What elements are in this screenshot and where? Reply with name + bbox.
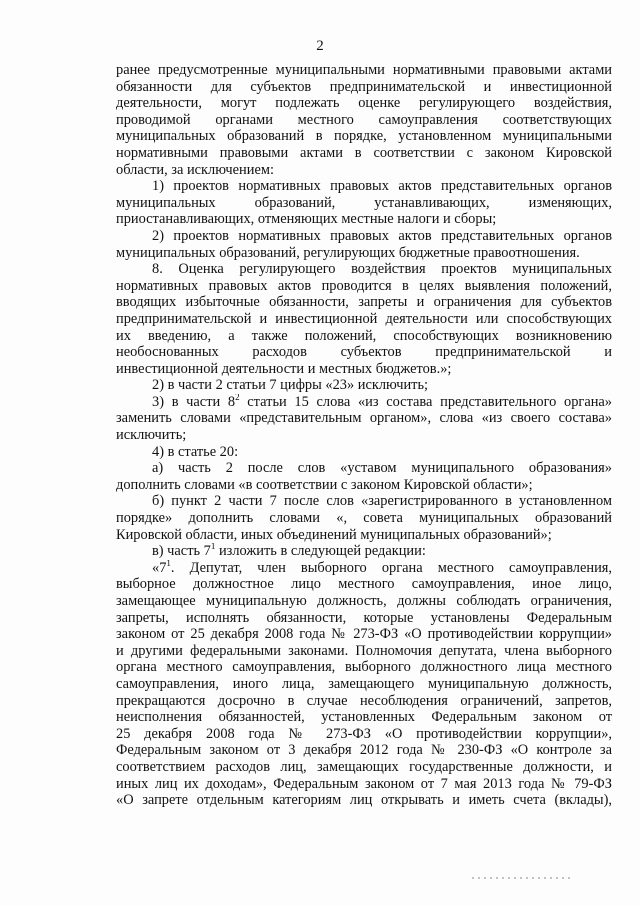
text-line: их введению, а также положений, способствующих возникновению (116, 327, 612, 344)
text-line: порядке» дополнить словами «, совета муниципальных образований (116, 510, 612, 527)
superscript: 1 (166, 559, 171, 568)
text-line: нормативными правовыми актами в соответствии с законом Кировской (116, 144, 612, 161)
text-line: исключить; (116, 427, 187, 444)
text-line: и другими федеральными законами. Полномочия депутата, члена выборного (116, 642, 612, 659)
document-body (116, 62, 612, 809)
text-line: нормативных правовых актов проводится в целях выявления положений, (116, 277, 612, 294)
text-line: деятельности, могут подлежать оценке регулирующего воздействия, (116, 95, 612, 112)
text-line: заменить словами «представительным органом», слова «из своего состава» (116, 410, 612, 427)
text-line: запреты, исполнять обязанности, которые установлены Федеральным (116, 609, 612, 626)
text-line: законом от 25 декабря 2008 года № 273-ФЗ «О противодействии коррупции» (116, 626, 612, 643)
superscript: 2 (235, 393, 240, 402)
text-line: выборное должностное лицо местного самоуправления, иное лицо, (116, 576, 612, 593)
text-fragment: изложить в следующей редакции: (215, 543, 426, 560)
text-line: замещающее муниципальную должность, должны соблюдать ограничения, (116, 593, 612, 609)
text-line: Кировской области, иных объединений муниципальных образований»; (116, 526, 552, 543)
text-fragment: «7 (152, 559, 167, 576)
text-line: проводимой органами местного самоуправления соответствующих (116, 111, 612, 128)
text-line: 2) в части 2 статьи 7 цифры «23» исключить; (152, 377, 429, 394)
scan-speckle (470, 876, 570, 880)
text-line: вводящих избыточные обязанности, запреты и ограничения для субъектов (116, 294, 612, 311)
text-line: б) пункт 2 части 7 после слов «зарегистрированного в установленном (152, 493, 612, 510)
text-line: самоуправления, иного лица, замещающего муниципальную должность, (116, 675, 612, 692)
text-line: 1) проектов нормативных правовых актов представительных органов (152, 178, 612, 195)
text-line: органа местного самоуправления, выборного должностного лица местного (116, 659, 612, 676)
text-line: прекращаются досрочно в случае несоблюдения ограничений, запретов, (116, 692, 612, 709)
text-line: иных лиц их доходам», Федеральным законом от 7 мая 2013 года № 79-ФЗ (116, 775, 612, 792)
text-line: области, за исключением: (116, 161, 274, 178)
text-fragment: статьи 15 слова «из состава представительного органа» (239, 393, 612, 410)
text-line: необоснованных расходов субъектов предпринимательской и (116, 344, 612, 361)
text-line: 2) проектов нормативных правовых актов представительных органов (152, 227, 612, 244)
text-line: а) часть 2 после слов «уставом муниципального образования» (152, 460, 612, 477)
text-line (116, 394, 612, 411)
text-line: Федеральным законом от 3 декабря 2012 года № 230-ФЗ «О контроле за (116, 742, 612, 759)
text-line: инвестиционной деятельности и местных бюджетов.»; (116, 360, 452, 377)
text-fragment: . Депутат, член выборного органа местного самоуправления, (170, 559, 612, 576)
text-line: ранее предусмотренные муниципальными нормативными правовыми актами (116, 62, 612, 78)
text-line (116, 560, 612, 577)
text-line: муниципальных образований, устанавливающих, изменяющих, (116, 194, 612, 211)
text-line: «О запрете отдельным категориям лиц открывать и иметь счета (вклады), (116, 792, 612, 809)
text-line: обязанности для субъектов предпринимательской и инвестиционной (116, 78, 612, 95)
text-line: приостанавливающих, отменяющих местные налоги и сборы; (116, 211, 497, 228)
text-line: предпринимательской и инвестиционной деятельности или способствующих (116, 310, 612, 327)
text-line (116, 543, 612, 560)
text-line: 8. Оценка регулирующего воздействия проектов муниципальных (152, 261, 612, 278)
text-fragment: 3) в части 8 (152, 393, 236, 410)
text-line: 4) в статье 20: (152, 443, 239, 460)
superscript: 1 (210, 543, 216, 552)
text-line: дополнить словами «в соответствии с законом Кировской области»; (116, 476, 533, 493)
text-line: муниципальных образований в порядке, установленном муниципальными (116, 128, 612, 145)
text-line: неисполнения обязанностей, установленных Федеральным законом от (116, 709, 612, 726)
text-line: соответствием расходов лиц, замещающих государственные должности, и (116, 758, 612, 775)
text-fragment: в) часть 7 (152, 543, 211, 560)
text-line: 25 декабря 2008 года № 273-ФЗ «О противодействии коррупции», (116, 725, 612, 742)
text-line: муниципальных образований, регулирующих бюджетные правоотношения. (116, 244, 580, 261)
page-number: 2 (316, 38, 324, 54)
